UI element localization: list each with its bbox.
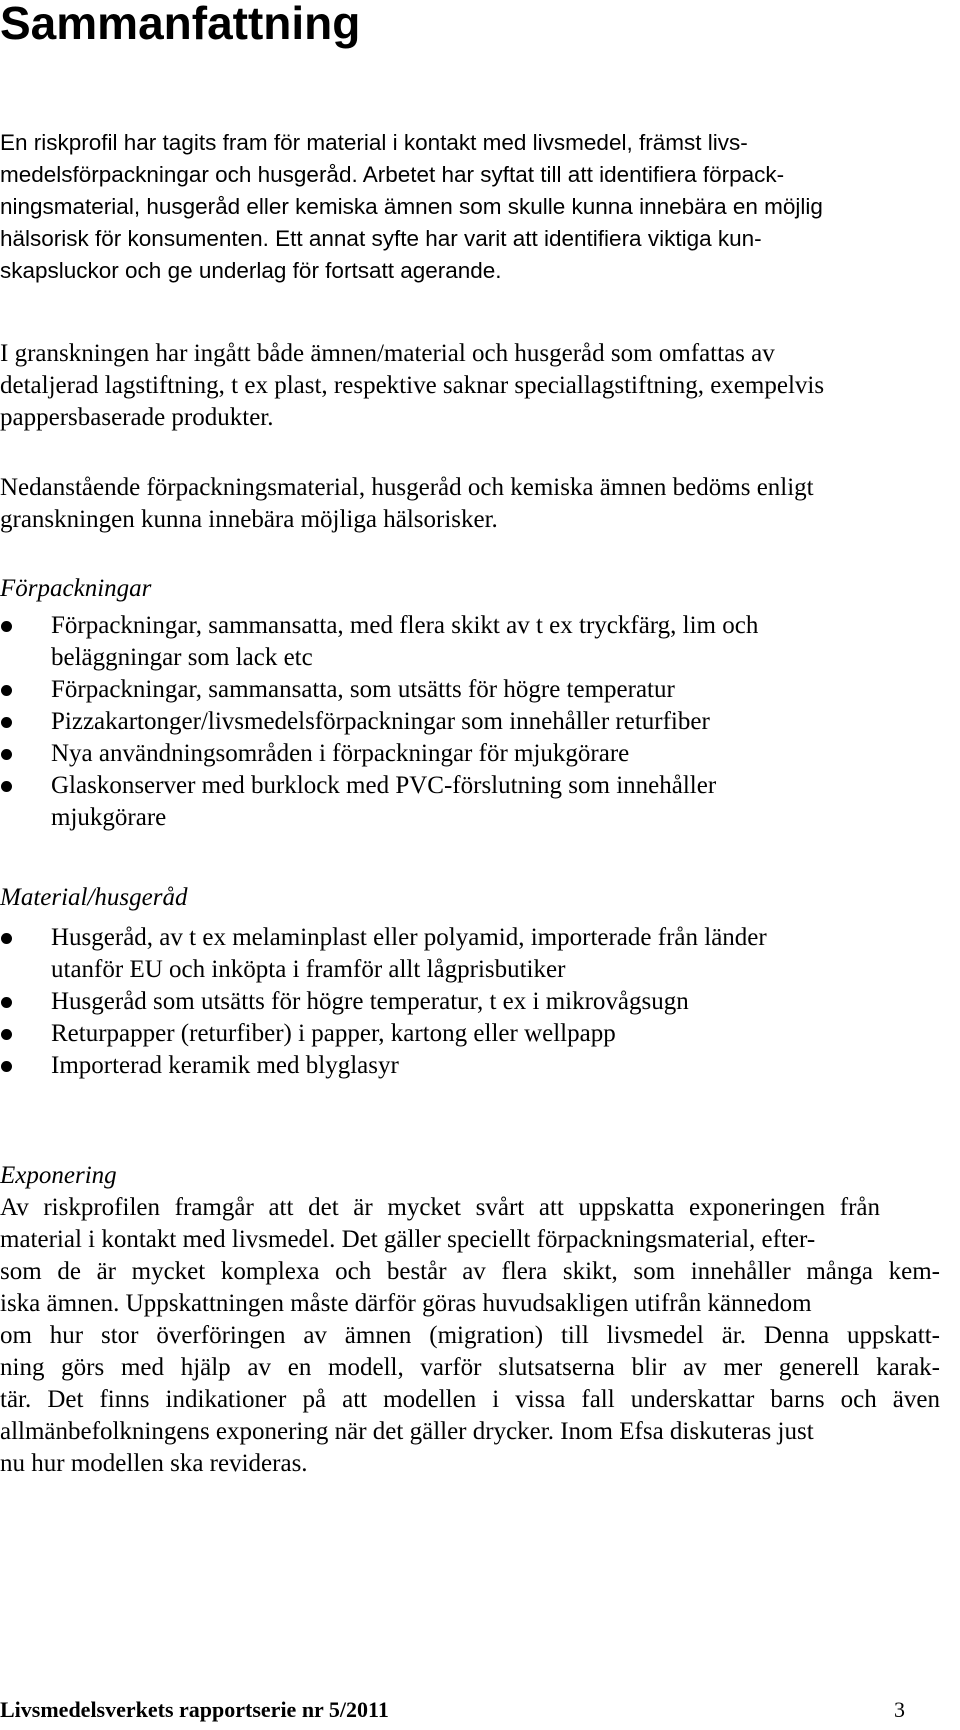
report-series: Livsmedelsverkets rapportserie nr 5/2011 [0, 1697, 389, 1722]
list-item: Pizzakartonger/livsmedelsförpackningar som innehåller returfiber [0, 706, 958, 738]
page-footer [0, 1693, 905, 1727]
text-line: detaljerad lagstiftning, t ex plast, respektive saknar speciallagstiftning, exempelvis [0, 372, 825, 399]
list-item: Förpackningar, sammansatta, med flera skikt av t ex tryckfärg, lim och beläggningar som lack etc [0, 610, 958, 674]
section-heading-packaging: Förpackningar [0, 575, 152, 602]
bullet-icon [1, 749, 12, 760]
bullet-icon [1, 1061, 12, 1072]
list-item: Husgeråd som utsätts för högre temperatur, t ex i mikrovågsugn [0, 986, 958, 1018]
bullet-icon [1, 717, 12, 728]
text-line: pappersbaserade produkter. [0, 404, 274, 431]
bullet-icon [1, 621, 12, 632]
section-heading-material: Material/husgeråd [0, 884, 188, 911]
packaging-list [0, 610, 958, 834]
bullet-icon [1, 997, 12, 1008]
list-item: Nya användningsområden i förpackningar för mjukgörare [0, 738, 958, 770]
text-line: Av riskprofilen framgår att det är mycket svårt att uppskatta exponeringen från [0, 1194, 880, 1221]
section-heading-exposure: Exponering [0, 1162, 117, 1189]
text-line: iska ämnen. Uppskattningen måste därför göras huvudsakligen utifrån kännedom [0, 1290, 812, 1317]
bullet-icon [1, 933, 12, 944]
text-line: medelsförpackningar och husgeråd. Arbetet har syftat till att identifiera förpack- [0, 162, 785, 187]
text-line: som de är mycket komplexa och består av flera skikt, som innehåller många kem- [0, 1258, 940, 1285]
text-line: om hur stor överföringen av ämnen (migration) till livsmedel är. Denna uppskatt- [0, 1322, 940, 1349]
text-line: ning görs med hjälp av en modell, varför slutsatserna blir av mer generell karak- [0, 1354, 940, 1381]
bullet-icon [1, 1029, 12, 1040]
list-item: Importerad keramik med blyglasyr [0, 1050, 958, 1082]
scope-paragraph [0, 338, 958, 434]
page-title: Sammanfattning [0, 0, 361, 49]
text-line: tär. Det finns indikationer på att modellen i vissa fall underskattar barns och även [0, 1386, 940, 1413]
page-number: 3 [894, 1697, 905, 1722]
text-line: Nedanstående förpackningsmaterial, husgeråd och kemiska ämnen bedöms enligt [0, 474, 814, 501]
intro-paragraph [0, 127, 958, 287]
text-line: hälsorisk för konsumenten. Ett annat syfte har varit att identifiera viktiga kun- [0, 226, 762, 251]
findings-paragraph [0, 472, 958, 536]
text-line: En riskprofil har tagits fram för material i kontakt med livsmedel, främst livs- [0, 130, 748, 155]
exposure-paragraph [0, 1192, 958, 1480]
material-list [0, 922, 958, 1082]
text-line: allmänbefolkningens exponering när det gäller drycker. Inom Efsa diskuteras just [0, 1418, 814, 1445]
text-line: I granskningen har ingått både ämnen/material och husgeråd som omfattas av [0, 340, 775, 367]
text-line: skapsluckor och ge underlag för fortsatt agerande. [0, 258, 502, 283]
list-item: Glaskonserver med burklock med PVC-förslutning som innehåller mjukgörare [0, 770, 958, 834]
text-line: granskningen kunna innebära möjliga hälsorisker. [0, 506, 498, 533]
text-line: nu hur modellen ska revideras. [0, 1450, 308, 1477]
bullet-icon [1, 685, 12, 696]
list-item: Husgeråd, av t ex melaminplast eller polyamid, importerade från länder utanför EU och inköpta i framför allt lågprisbutiker [0, 922, 958, 986]
bullet-icon [1, 781, 12, 792]
text-line: ningsmaterial, husgeråd eller kemiska ämnen som skulle kunna innebära en möjlig [0, 194, 823, 219]
list-item: Förpackningar, sammansatta, som utsätts för högre temperatur [0, 674, 958, 706]
text-line: material i kontakt med livsmedel. Det gäller speciellt förpackningsmaterial, efter- [0, 1226, 816, 1253]
list-item: Returpapper (returfiber) i papper, kartong eller wellpapp [0, 1018, 958, 1050]
